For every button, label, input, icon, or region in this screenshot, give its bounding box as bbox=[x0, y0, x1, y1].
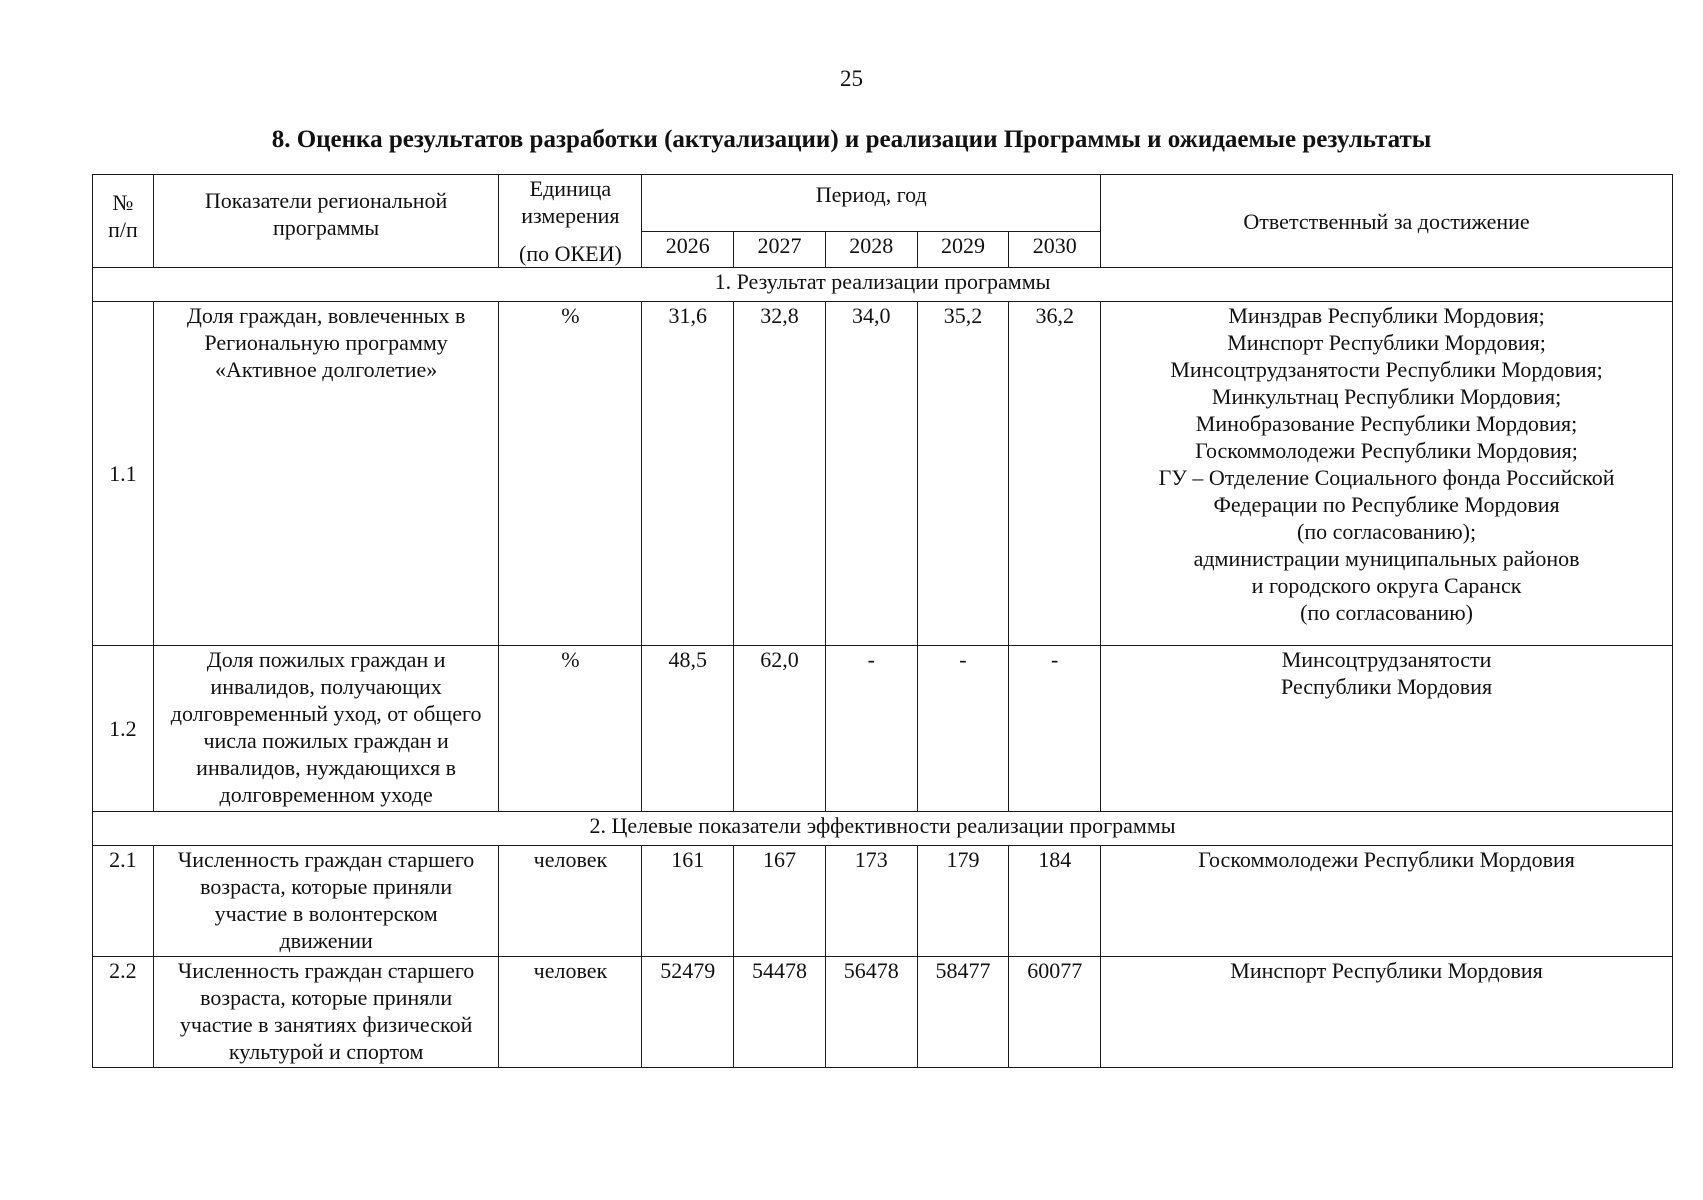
responsible-line: ГУ – Отделение Социального фонда Российской Федерации по Республике Мордовия bbox=[1158, 465, 1615, 517]
header-num bbox=[93, 175, 154, 268]
row-num-2-1: 2.1 bbox=[93, 846, 154, 957]
row-value-1-1-2030: 36,2 bbox=[1009, 302, 1101, 646]
responsible-line: и городского округа Саранск bbox=[1251, 573, 1522, 598]
row-responsible-1-1 bbox=[1101, 302, 1673, 646]
header-year-2026: 2026 bbox=[642, 232, 734, 268]
header-year-2030: 2030 bbox=[1009, 232, 1101, 268]
row-unit-1-2: % bbox=[499, 646, 642, 812]
row-value-2-2-2030: 60077 bbox=[1009, 957, 1101, 1068]
header-year-2029: 2029 bbox=[917, 232, 1009, 268]
header-year-2028: 2028 bbox=[825, 232, 917, 268]
header-num-line1: № bbox=[112, 190, 134, 215]
row-value-1-2-2026: 48,5 bbox=[642, 646, 734, 812]
row-value-1-2-2029: - bbox=[917, 646, 1009, 812]
row-value-1-1-2027: 32,8 bbox=[734, 302, 826, 646]
row-responsible-2-2: Минспорт Республики Мордовия bbox=[1101, 957, 1673, 1068]
row-responsible-2-1: Госкоммолодежи Республики Мордовия bbox=[1101, 846, 1673, 957]
row-responsible-1-2 bbox=[1101, 646, 1673, 812]
row-value-1-1-2029: 35,2 bbox=[917, 302, 1009, 646]
row-value-2-1-2027: 167 bbox=[734, 846, 826, 957]
row-value-2-1-2026: 161 bbox=[642, 846, 734, 957]
row-unit-1-1: % bbox=[499, 302, 642, 646]
responsible-line: Минсоцтрудзанятости Республики Мордовия; bbox=[1170, 357, 1603, 382]
responsible-line: Минздрав Республики Мордовия; bbox=[1228, 303, 1545, 328]
row-value-1-1-2028: 34,0 bbox=[825, 302, 917, 646]
header-unit-okei: (по ОКЕИ) bbox=[499, 232, 642, 268]
row-indicator-1-1: Доля граждан, вовлеченных в Региональную программу «Активное долголетие» bbox=[153, 302, 499, 646]
row-num-1-1: 1.1 bbox=[93, 302, 154, 646]
row-indicator-2-2: Численность граждан старшего возраста, которые приняли участие в занятиях физической культурой и спортом bbox=[153, 957, 499, 1068]
row-num-2-2: 2.2 bbox=[93, 957, 154, 1068]
responsible-line: Республики Мордовия bbox=[1281, 674, 1493, 699]
header-period: Период, год bbox=[642, 175, 1101, 232]
responsible-line: Минкультнац Республики Мордовия; bbox=[1211, 384, 1562, 409]
section-title-1: 1. Результат реализации программы bbox=[93, 268, 1673, 302]
header-indicator: Показатели региональной программы bbox=[153, 175, 499, 268]
row-value-2-2-2028: 56478 bbox=[825, 957, 917, 1068]
header-unit: Единица измерения bbox=[499, 175, 642, 232]
row-value-2-2-2027: 54478 bbox=[734, 957, 826, 1068]
responsible-line: (по согласованию); bbox=[1297, 519, 1477, 544]
responsible-line: Минобразование Республики Мордовия; bbox=[1195, 411, 1578, 436]
row-indicator-2-1: Численность граждан старшего возраста, которые приняли участие в волонтерском движении bbox=[153, 846, 499, 957]
row-value-1-1-2026: 31,6 bbox=[642, 302, 734, 646]
row-num-1-2: 1.2 bbox=[93, 646, 154, 812]
responsible-line: (по согласованию) bbox=[1300, 600, 1474, 625]
row-value-2-2-2029: 58477 bbox=[917, 957, 1009, 1068]
document-title: 8. Оценка результатов разработки (актуализации) и реализации Программы и ожидаемые результаты bbox=[271, 126, 1432, 153]
row-value-2-1-2029: 179 bbox=[917, 846, 1009, 957]
page-number: 25 bbox=[840, 66, 863, 91]
header-num-line2: п/п bbox=[108, 217, 138, 242]
section-title-2: 2. Целевые показатели эффективности реализации программы bbox=[93, 812, 1673, 846]
row-value-2-2-2026: 52479 bbox=[642, 957, 734, 1068]
row-value-1-2-2030: - bbox=[1009, 646, 1101, 812]
row-unit-2-2: человек bbox=[499, 957, 642, 1068]
header-year-2027: 2027 bbox=[734, 232, 826, 268]
responsible-line: Минспорт Республики Мордовия; bbox=[1227, 330, 1546, 355]
row-value-1-2-2028: - bbox=[825, 646, 917, 812]
row-value-2-1-2028: 173 bbox=[825, 846, 917, 957]
responsible-line: Госкоммолодежи Республики Мордовия; bbox=[1195, 438, 1578, 463]
row-unit-2-1: человек bbox=[499, 846, 642, 957]
responsible-line: администрации муниципальных районов bbox=[1193, 546, 1580, 571]
row-value-2-1-2030: 184 bbox=[1009, 846, 1101, 957]
header-responsible: Ответственный за достижение bbox=[1101, 175, 1673, 268]
results-table bbox=[92, 174, 1673, 1068]
responsible-line: Минсоцтрудзанятости bbox=[1281, 647, 1492, 672]
row-indicator-1-2: Доля пожилых граждан и инвалидов, получающих долговременный уход, от общего числа пожилых граждан и инвалидов, нуждающихся в долговременном уходе bbox=[153, 646, 499, 812]
row-value-1-2-2027: 62,0 bbox=[734, 646, 826, 812]
